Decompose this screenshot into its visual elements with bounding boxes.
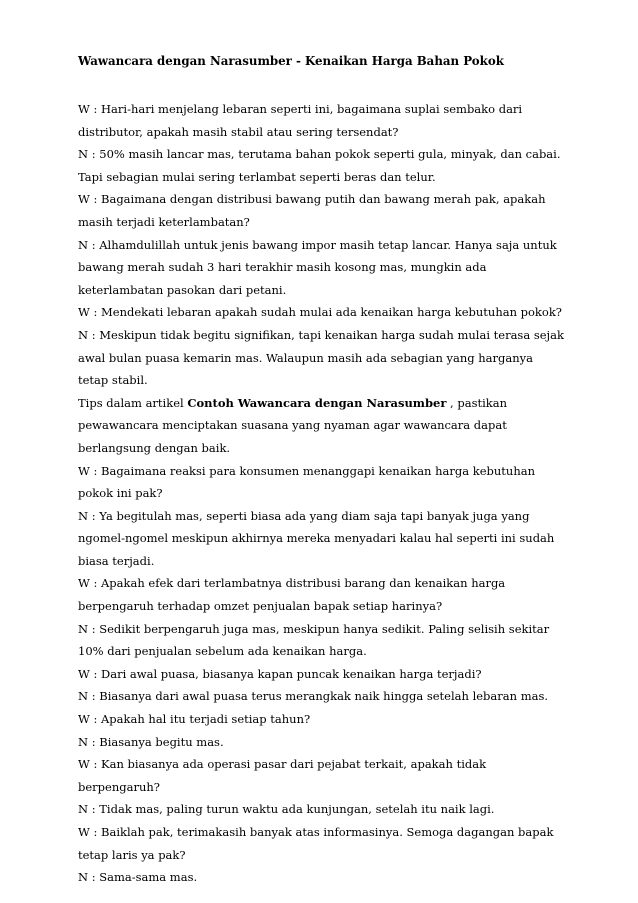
interview-line: W : Hari-hari menjelang lebaran seperti ini, bagaimana suplai sembako dari distributor, apakah masih stabil atau sering tersendat?	[78, 102, 523, 139]
tips-prefix: Tips dalam artikel	[78, 395, 188, 410]
document-content	[78, 52, 566, 889]
interview-line: W : Apakah efek dari terlambatnya distribusi barang dan kenaikan harga berpengaruh terhadap omzet penjualan bapak setiap harinya?	[78, 576, 506, 614]
interview-line: N : Sedikit berpengaruh juga mas, meskipun hanya sedikit. Paling selisih sekitar 10% dari penjualan sebelum ada kenaikan harga.	[78, 621, 550, 659]
interview-line: N : Biasanya dari awal puasa terus merangkak naik hingga setelah lebaran mas.	[78, 689, 549, 704]
interview-line: N : Ya begitulah mas, seperti biasa ada yang diam saja tapi banyak juga yang ngomel-ngomel meskipun akhirnya mereka menyadari kalau hal seperti ini sudah biasa terjadi.	[78, 508, 555, 568]
interview-body	[78, 98, 566, 889]
document-title: Wawancara dengan Narasumber - Kenaikan Harga Bahan Pokok	[78, 54, 504, 68]
interview-line: N : Sama-sama mas.	[78, 870, 198, 885]
interview-line: W : Mendekati lebaran apakah sudah mulai ada kenaikan harga kebutuhan pokok?	[78, 305, 562, 320]
tips-paragraph	[78, 392, 566, 460]
tips-article-link[interactable]: Contoh Wawancara dengan Narasumber	[187, 395, 447, 410]
interview-line: N : Meskipun tidak begitu signifikan, tapi kenaikan harga sudah mulai terasa sejak awal bulan puasa kemarin mas. Walaupun masih ada sebagian yang harganya tetap stabil.	[78, 327, 564, 388]
interview-line: W : Dari awal puasa, biasanya kapan puncak kenaikan harga terjadi?	[78, 666, 482, 681]
interview-line: W : Kan biasanya ada operasi pasar dari pejabat terkait, apakah tidak berpengaruh?	[78, 757, 487, 794]
interview-line: N : Alhamdulillah untuk jenis bawang impor masih tetap lancar. Hanya saja untuk bawang merah sudah 3 hari terakhir masih kosong mas, mungkin ada keterlambatan pasokan dari petani.	[78, 237, 557, 297]
interview-line: W : Baiklah pak, terimakasih banyak atas informasinya. Semoga dagangan bapak tetap laris ya pak?	[78, 825, 554, 862]
interview-line: N : Tidak mas, paling turun waktu ada kunjungan, setelah itu naik lagi.	[78, 802, 495, 817]
interview-line: N : Biasanya begitu mas.	[78, 734, 224, 749]
interview-line: W : Bagaimana reaksi para konsumen menanggapi kenaikan harga kebutuhan pokok ini pak?	[78, 463, 535, 501]
interview-line: W : Apakah hal itu terjadi setiap tahun?	[78, 712, 311, 727]
tips-suffix: , pastikan pewawancara menciptakan suasana yang nyaman agar wawancara dapat berlangsung dengan baik.	[78, 395, 508, 455]
interview-line: N : 50% masih lancar mas, terutama bahan pokok seperti gula, minyak, dan cabai. Tapi sebagian mulai sering terlambat seperti beras dan telur.	[78, 147, 561, 184]
interview-line: W : Bagaimana dengan distribusi bawang putih dan bawang merah pak, apakah masih terjadi keterlambatan?	[78, 192, 546, 229]
